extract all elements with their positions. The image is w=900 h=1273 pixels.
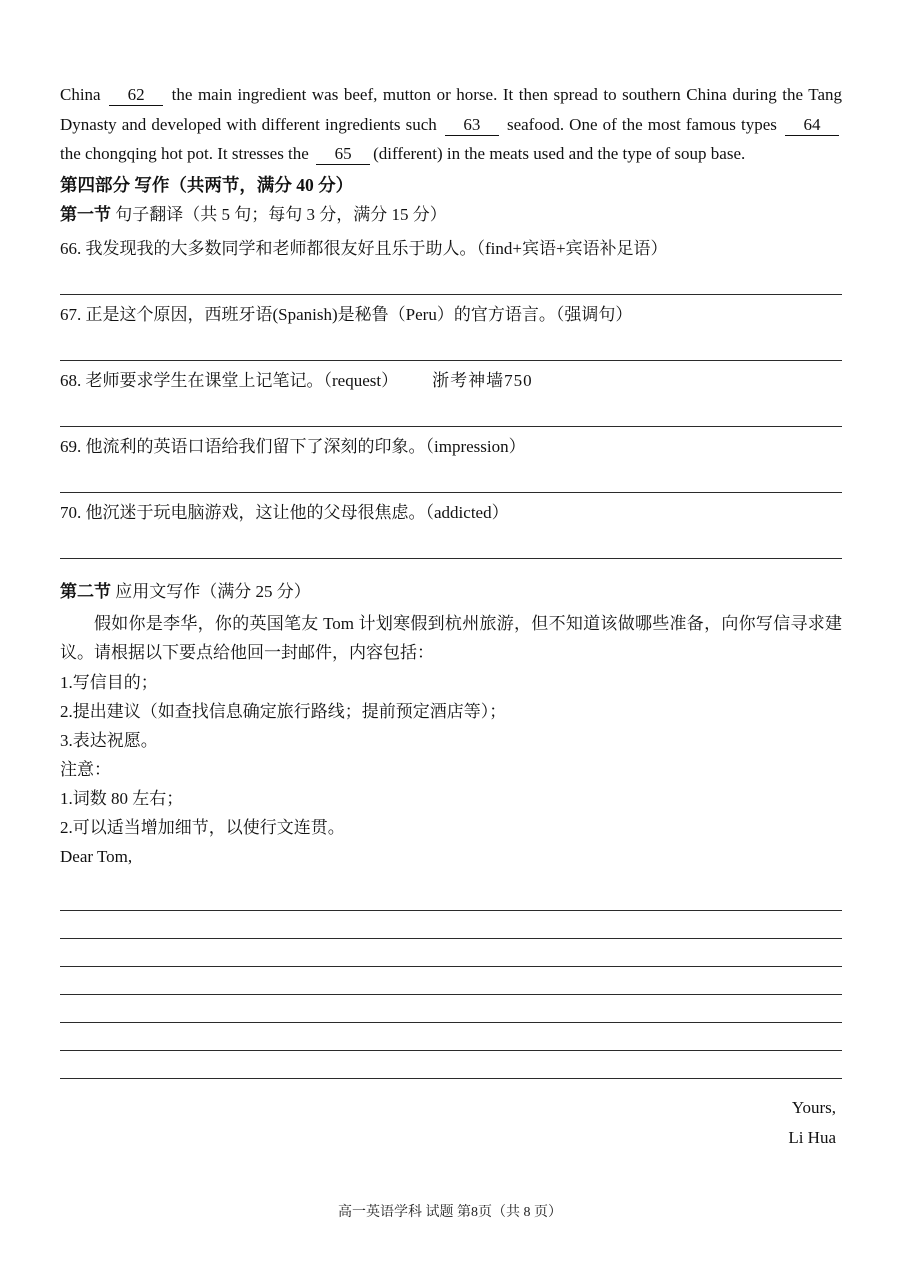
cloze-blank-64: 64 bbox=[785, 115, 839, 136]
question-67-text bbox=[60, 295, 842, 328]
watermark-text: 浙考神墙750 bbox=[432, 370, 533, 390]
cloze-blank-65: 65 bbox=[316, 144, 370, 165]
passage-text: the chongqing hot pot. It stresses the bbox=[60, 144, 314, 163]
writing-answer-area bbox=[60, 883, 842, 1079]
letter-signature: Li Hua bbox=[788, 1127, 836, 1147]
section2-title-label: 第二节 bbox=[60, 581, 111, 601]
letter-closing: Yours, bbox=[791, 1097, 836, 1117]
note-1: 1.词数 80 左右； bbox=[60, 788, 184, 808]
question-69-text bbox=[60, 427, 842, 460]
section1-title-label: 第一节 bbox=[60, 204, 111, 224]
notes-label: 注意： bbox=[60, 759, 111, 779]
cloze-passage bbox=[60, 80, 842, 169]
question-66 bbox=[60, 229, 842, 295]
question-68-text bbox=[60, 361, 842, 394]
question-number: 66. bbox=[60, 238, 82, 258]
writing-line bbox=[60, 911, 842, 939]
writing-line bbox=[60, 995, 842, 1023]
passage-text: the main ingredient was beef, mutton or horse. It then spread to southern China during the Tang Dynasty and developed with different ingredients such bbox=[60, 85, 843, 134]
question-69 bbox=[60, 427, 842, 493]
section1-title bbox=[60, 200, 842, 229]
question-body: 老师要求学生在课堂上记笔记。（request） bbox=[85, 370, 399, 390]
answer-line-68 bbox=[60, 394, 842, 427]
answer-line-67 bbox=[60, 328, 842, 361]
question-body: 他沉迷于玩电脑游戏，这让他的父母很焦虑。（addicted） bbox=[85, 502, 509, 522]
passage-text: seafood. One of the most famous types bbox=[501, 114, 782, 134]
writing-line bbox=[60, 1023, 842, 1051]
writing-line bbox=[60, 939, 842, 967]
writing-line bbox=[60, 1051, 842, 1079]
section1-title-rest: 句子翻译（共 5 句；每句 3 分，满分 15 分） bbox=[111, 204, 447, 224]
question-66-text bbox=[60, 229, 842, 262]
writing-point-3: 3.表达祝愿。 bbox=[60, 730, 158, 750]
answer-line-70 bbox=[60, 526, 842, 559]
writing-task-intro: 假如你是李华，你的英国笔友 Tom 计划寒假到杭州旅游，但不知道该做哪些准备，向你写信寻求建议。请根据以下要点给他回一封邮件，内容包括： bbox=[60, 613, 842, 662]
question-number: 67. bbox=[60, 304, 82, 324]
question-68 bbox=[60, 361, 842, 427]
writing-line bbox=[60, 883, 842, 911]
question-number: 68. bbox=[60, 370, 82, 390]
answer-line-66 bbox=[60, 262, 842, 295]
question-body: 正是这个原因，西班牙语(Spanish)是秘鲁（Peru）的官方语言。（强调句） bbox=[85, 304, 633, 324]
note-2: 2.可以适当增加细节，以使行文连贯。 bbox=[60, 817, 345, 837]
question-body: 他流利的英语口语给我们留下了深刻的印象。（impression） bbox=[85, 436, 526, 456]
letter-salutation: Dear Tom, bbox=[60, 846, 133, 866]
page-footer: 高一英语学科 试题 第8页（共 8 页） bbox=[338, 1205, 562, 1220]
part4-heading: 第四部分 写作（共两节，满分 40 分） bbox=[60, 174, 354, 195]
question-body: 我发现我的大多数同学和老师都很友好且乐于助人。（find+宾语+宾语补足语） bbox=[85, 238, 668, 258]
question-67 bbox=[60, 295, 842, 361]
section2-title-rest: 应用文写作（满分 25 分） bbox=[111, 581, 311, 601]
question-number: 69. bbox=[60, 436, 82, 456]
writing-point-1: 1.写信目的； bbox=[60, 672, 158, 692]
section2-title bbox=[60, 577, 842, 606]
question-70 bbox=[60, 493, 842, 559]
cloze-blank-62: 62 bbox=[109, 85, 163, 106]
writing-line bbox=[60, 967, 842, 995]
letter-closing-block bbox=[60, 1093, 842, 1153]
passage-text: China bbox=[60, 85, 107, 104]
question-70-text bbox=[60, 493, 842, 526]
cloze-blank-63: 63 bbox=[445, 115, 499, 136]
writing-point-2: 2.提出建议（如查找信息确定旅行路线；提前预定酒店等）； bbox=[60, 701, 507, 721]
answer-line-69 bbox=[60, 460, 842, 493]
passage-text: (different) in the meats used and the type of soup base. bbox=[373, 144, 746, 163]
question-number: 70. bbox=[60, 502, 82, 522]
